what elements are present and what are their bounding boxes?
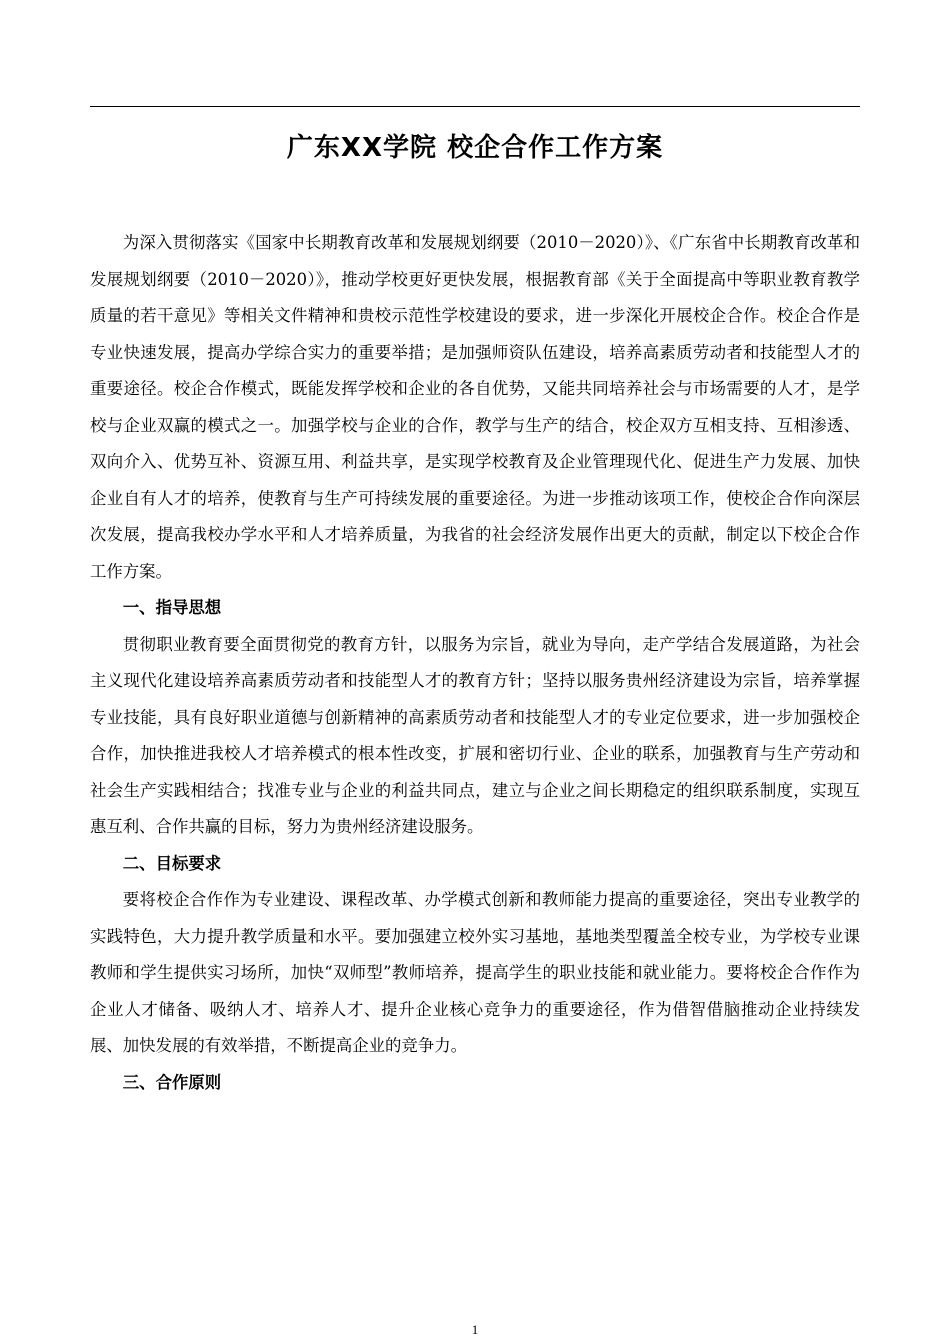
section-heading-goals: 二、目标要求 bbox=[122, 853, 222, 873]
section-paragraph-goals: 要将校企合作作为专业建设、课程改革、办学模式创新和教师能力提高的重要途径，突出专业教学的实践特色，大力提升教学质量和水平。要加强建立校外实习基地，基地类型覆盖全校专业，为学校专业课教师和学生提供实习场所，加快“双师型”教师培养，提高学生的职业技能和就业能力。要将校企合作作为企业人才储备、吸纳人才、培养人才、提升企业核心竞争力的重要途径，作为借智借脑推动企业持续发展、加快发展的有效举措，不断提高企业的竞争力。 bbox=[90, 890, 860, 1055]
intro-paragraph: 为深入贯彻落实《国家中长期教育改革和发展规划纲要（2010－2020）》、《广东省中长期教育改革和发展规划纲要（2010－2020）》，推动学校更好更快发展，根据教育部《关于全面提高中等职业教育教学质量的若干意见》等相关文件精神和贵校示范性学校建设的要求，进一步深化开展校企合作。校企合作是专业快速发展，提高办学综合实力的重要举措；是加强师资队伍建设，培养高素质劳动者和技能型人才的重要途径。校企合作模式，既能发挥学校和企业的各自优势，又能共同培养社会与市场需要的人才，是学校与企业双赢的模式之一。加强学校与企业的合作，教学与生产的结合，校企双方互相支持、互相渗透、双向介入、优势互补、资源互用、利益共享，是实现学校教育及企业管理现代化、促进生产力发展、加快企业自有人才的培养，使教育与生产可持续发展的重要途径。为进一步推动该项工作，使校企合作向深层次发展，提高我校办学水平和人才培养质量，为我省的社会经济发展作出更大的贡献，制定以下校企合作工作方案。 bbox=[90, 233, 860, 581]
section-heading-principles: 三、合作原则 bbox=[122, 1072, 222, 1092]
section-heading-guiding-ideology: 一、指导思想 bbox=[122, 598, 222, 617]
section-paragraph-guiding-ideology: 贯彻职业教育要全面贯彻党的教育方针，以服务为宗旨，就业为导向，走产学结合发展道路，为社会主义现代化建设培养高素质劳动者和技能型人才的教育方针；坚持以服务贵州经济建设为宗旨，培养掌握专业技能，具有良好职业道德与创新精神的高素质劳动者和技能型人才的专业定位要求，进一步加强校企合作，加快推进我校人才培养模式的根本性改变，扩展和密切行业、企业的联系，加强教育与生产劳动和社会生产实践相结合；找准专业与企业的利益共同点，建立与企业之间长期稳定的组织联系制度，实现互惠互利、合作共赢的目标，努力为贵州经济建设服务。 bbox=[90, 634, 860, 836]
header-rule bbox=[90, 106, 860, 107]
document-title: 广东XX学院 校企合作工作方案 bbox=[286, 133, 664, 163]
page-number: 1 bbox=[471, 1322, 479, 1337]
document-body bbox=[90, 225, 860, 1101]
